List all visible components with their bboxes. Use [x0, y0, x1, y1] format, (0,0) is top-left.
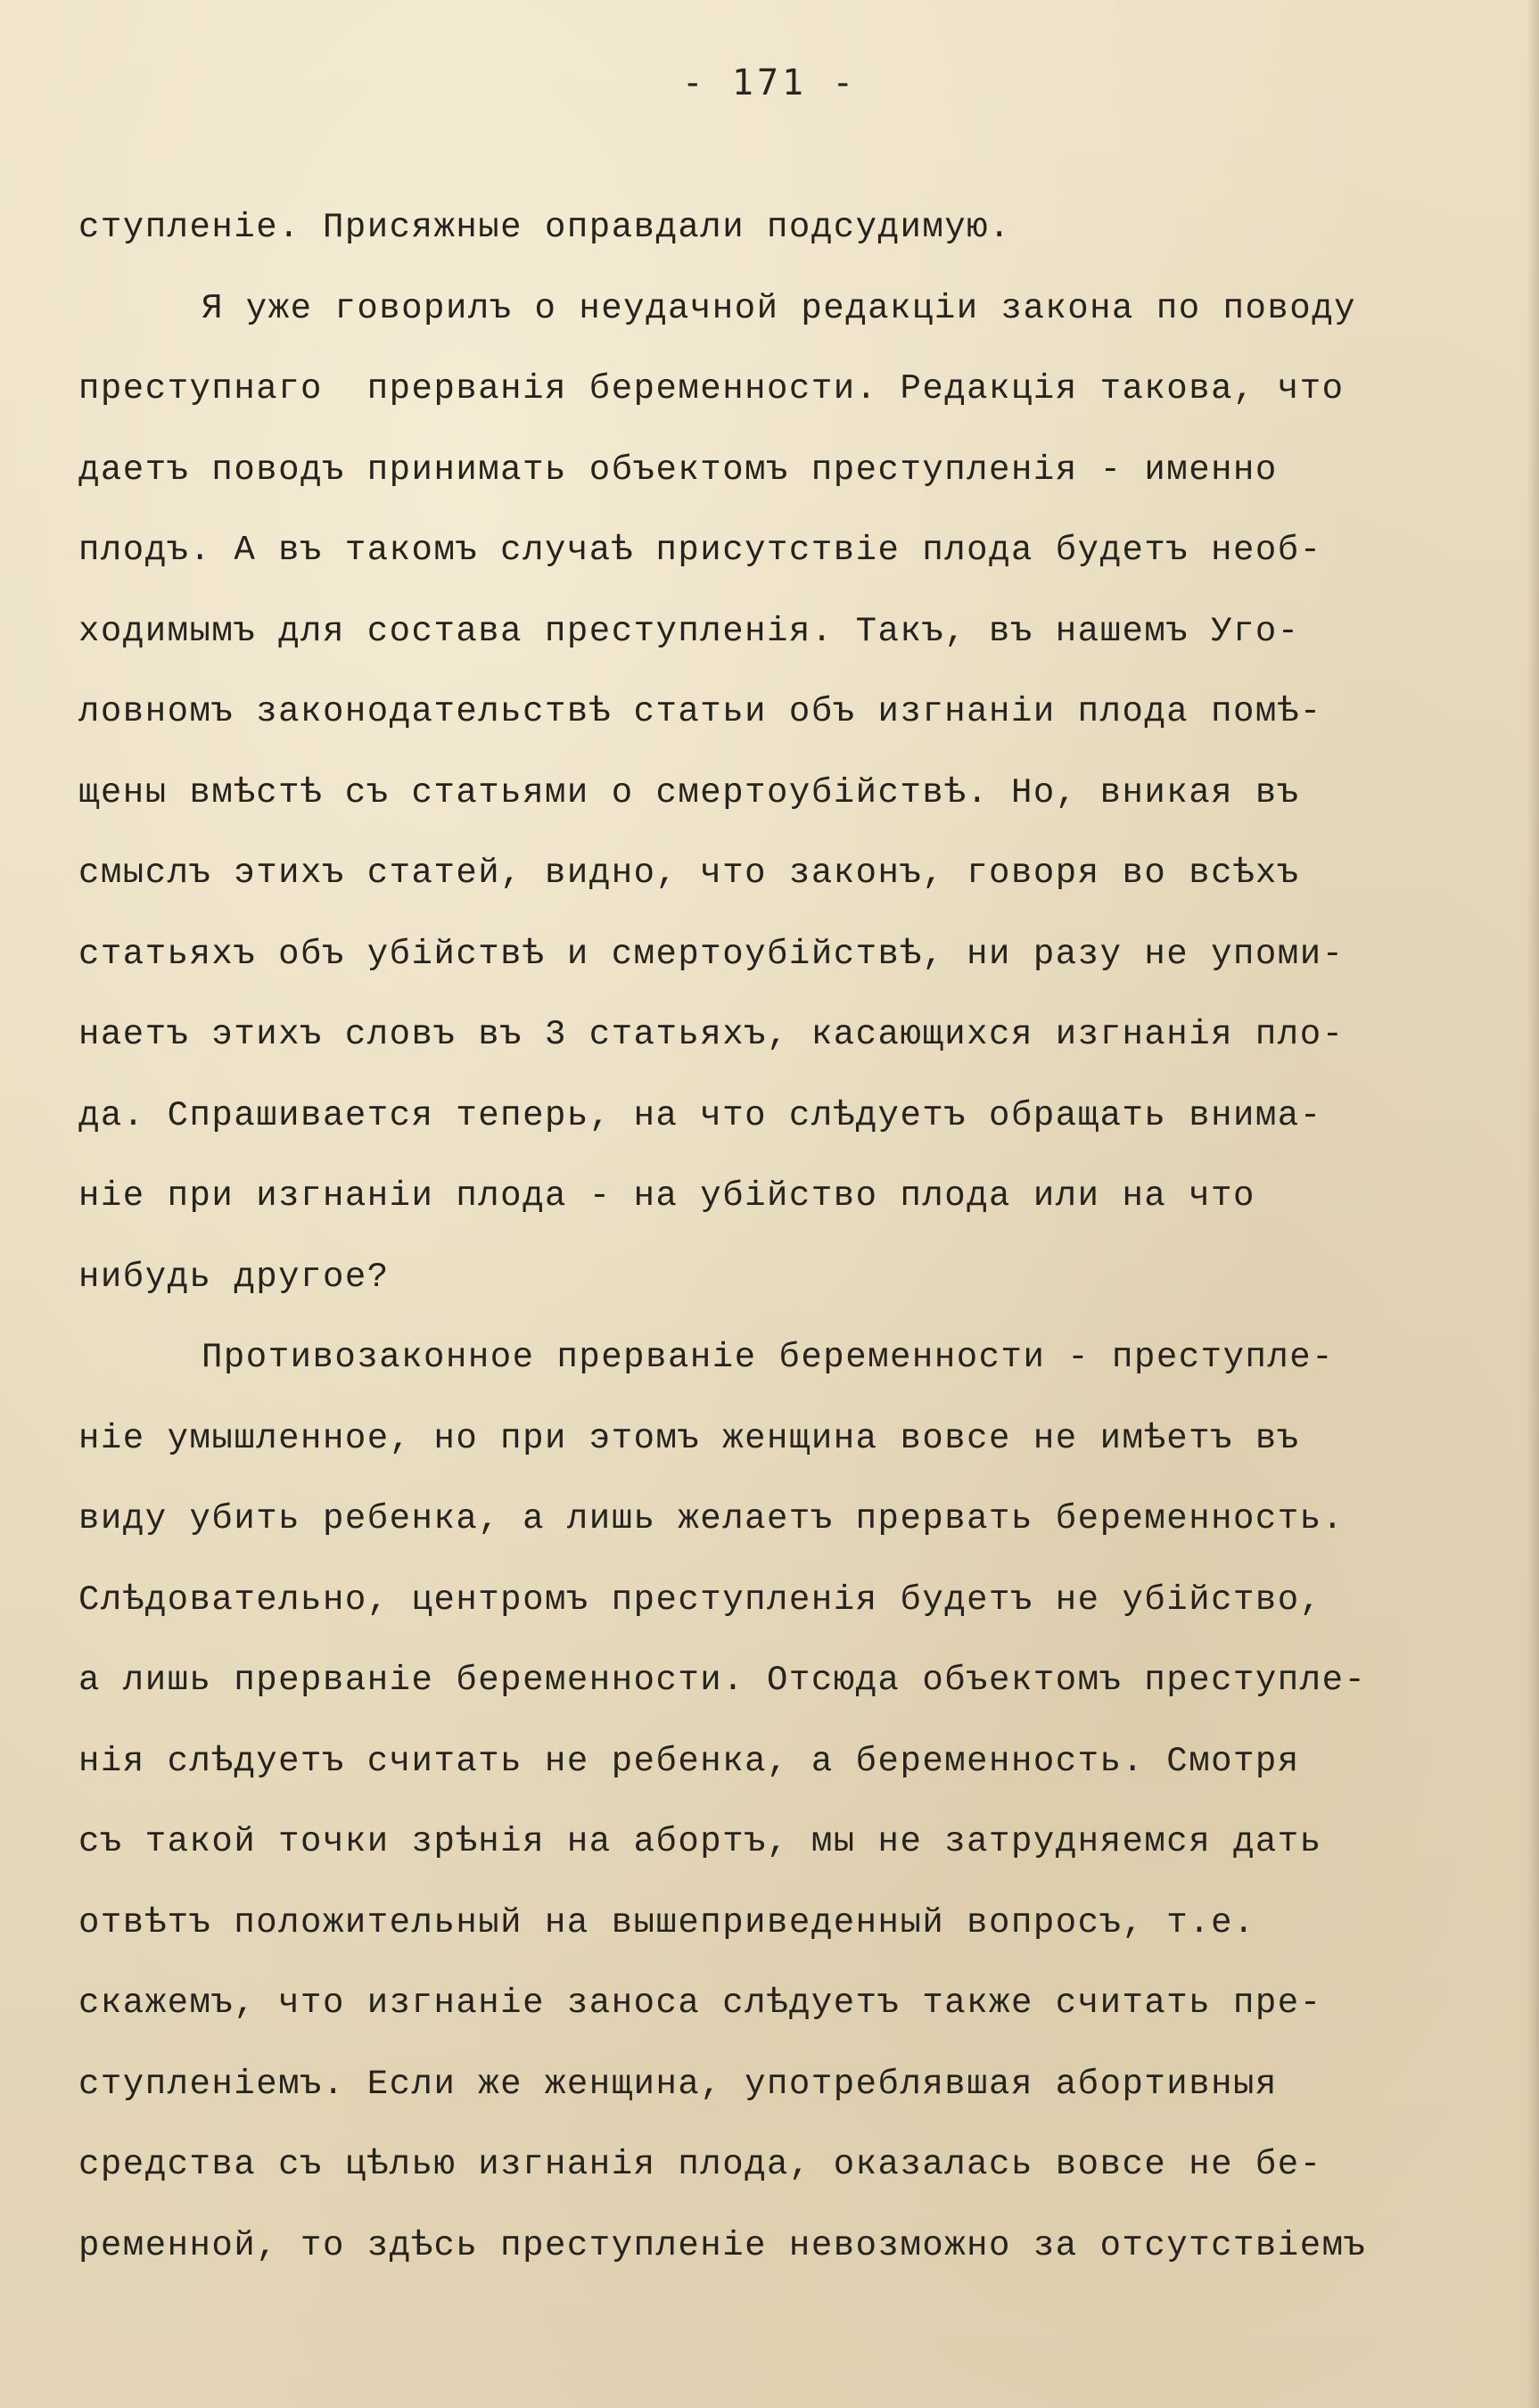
text-line: а лишь прерваніе беременности. Отсюда объектомъ преступле-: [78, 1661, 1367, 1700]
text-line: да. Спрашивается теперь, на что слѣдуетъ обращать внима-: [78, 1095, 1322, 1135]
page-edge-shadow: [1527, 0, 1539, 2408]
text-line: средства съ цѣлью изгнанія плода, оказалась вовсе не бе-: [78, 2145, 1322, 2184]
text-line: ловномъ законодательствѣ статьи объ изгнаніи плода помѣ-: [78, 692, 1322, 731]
text-line: смыслъ этихъ статей, видно, что законъ, говоря во всѣхъ: [78, 854, 1300, 893]
text-line: виду убить ребенка, а лишь желаетъ прервать беременность.: [78, 1499, 1345, 1538]
text-line: ступленіемъ. Если же женщина, употреблявшая абортивныя: [78, 2064, 1278, 2104]
text-line: статьяхъ объ убійствѣ и смертоубійствѣ, ни разу не упоми-: [78, 934, 1345, 974]
text-line: Я уже говорилъ о неудачной редакціи закона по поводу: [202, 288, 1356, 328]
text-line: преступнаго прерванія беременности. Редакція такова, что: [78, 369, 1345, 408]
text-line: Слѣдовательно, центромъ преступленія будетъ не убійство,: [78, 1579, 1322, 1620]
text-line: скажемъ, что изгнаніе заноса слѣдуетъ также считать пре-: [78, 1983, 1322, 2023]
text-line: Противозаконное прерваніе беременности - преступле-: [202, 1338, 1335, 1377]
text-line: ходимымъ для состава преступленія. Такъ, въ нашемъ Уго-: [78, 611, 1300, 651]
text-line: съ такой точки зрѣнія на абортъ, мы не затрудняемся дать: [78, 1822, 1322, 1861]
text-line: ніе умышленное, но при этомъ женщина вовсе не имѣетъ въ: [78, 1418, 1300, 1458]
text-line: ременной, то здѣсь преступленіе невозможно за отсутствіемъ: [78, 2225, 1367, 2265]
text-line: даетъ поводъ принимать объектомъ преступленія - именно: [78, 449, 1278, 490]
text-line: плодъ. А въ такомъ случаѣ присутствіе плода будетъ необ-: [78, 531, 1322, 570]
text-line: наетъ этихъ словъ въ 3 статьяхъ, касающихся изгнанія пло-: [78, 1015, 1345, 1054]
page-number: - 171 -: [681, 62, 858, 103]
text-line: нибудь другое?: [78, 1257, 390, 1297]
text-line: щены вмѣстѣ съ статьями о смертоубійствѣ. Но, вникая въ: [78, 772, 1300, 812]
body-text: [78, 187, 1487, 2286]
text-line: отвѣтъ положительный на вышеприведенный вопросъ, т.е.: [78, 1902, 1255, 1942]
text-line: ніе при изгнаніи плода - на убійство плода или на что: [78, 1176, 1255, 1216]
text-line: нія слѣдуетъ считать не ребенка, а беременность. Смотря: [78, 1741, 1300, 1781]
text-line: ступленіе. Присяжные оправдали подсудимую.: [78, 208, 1011, 247]
